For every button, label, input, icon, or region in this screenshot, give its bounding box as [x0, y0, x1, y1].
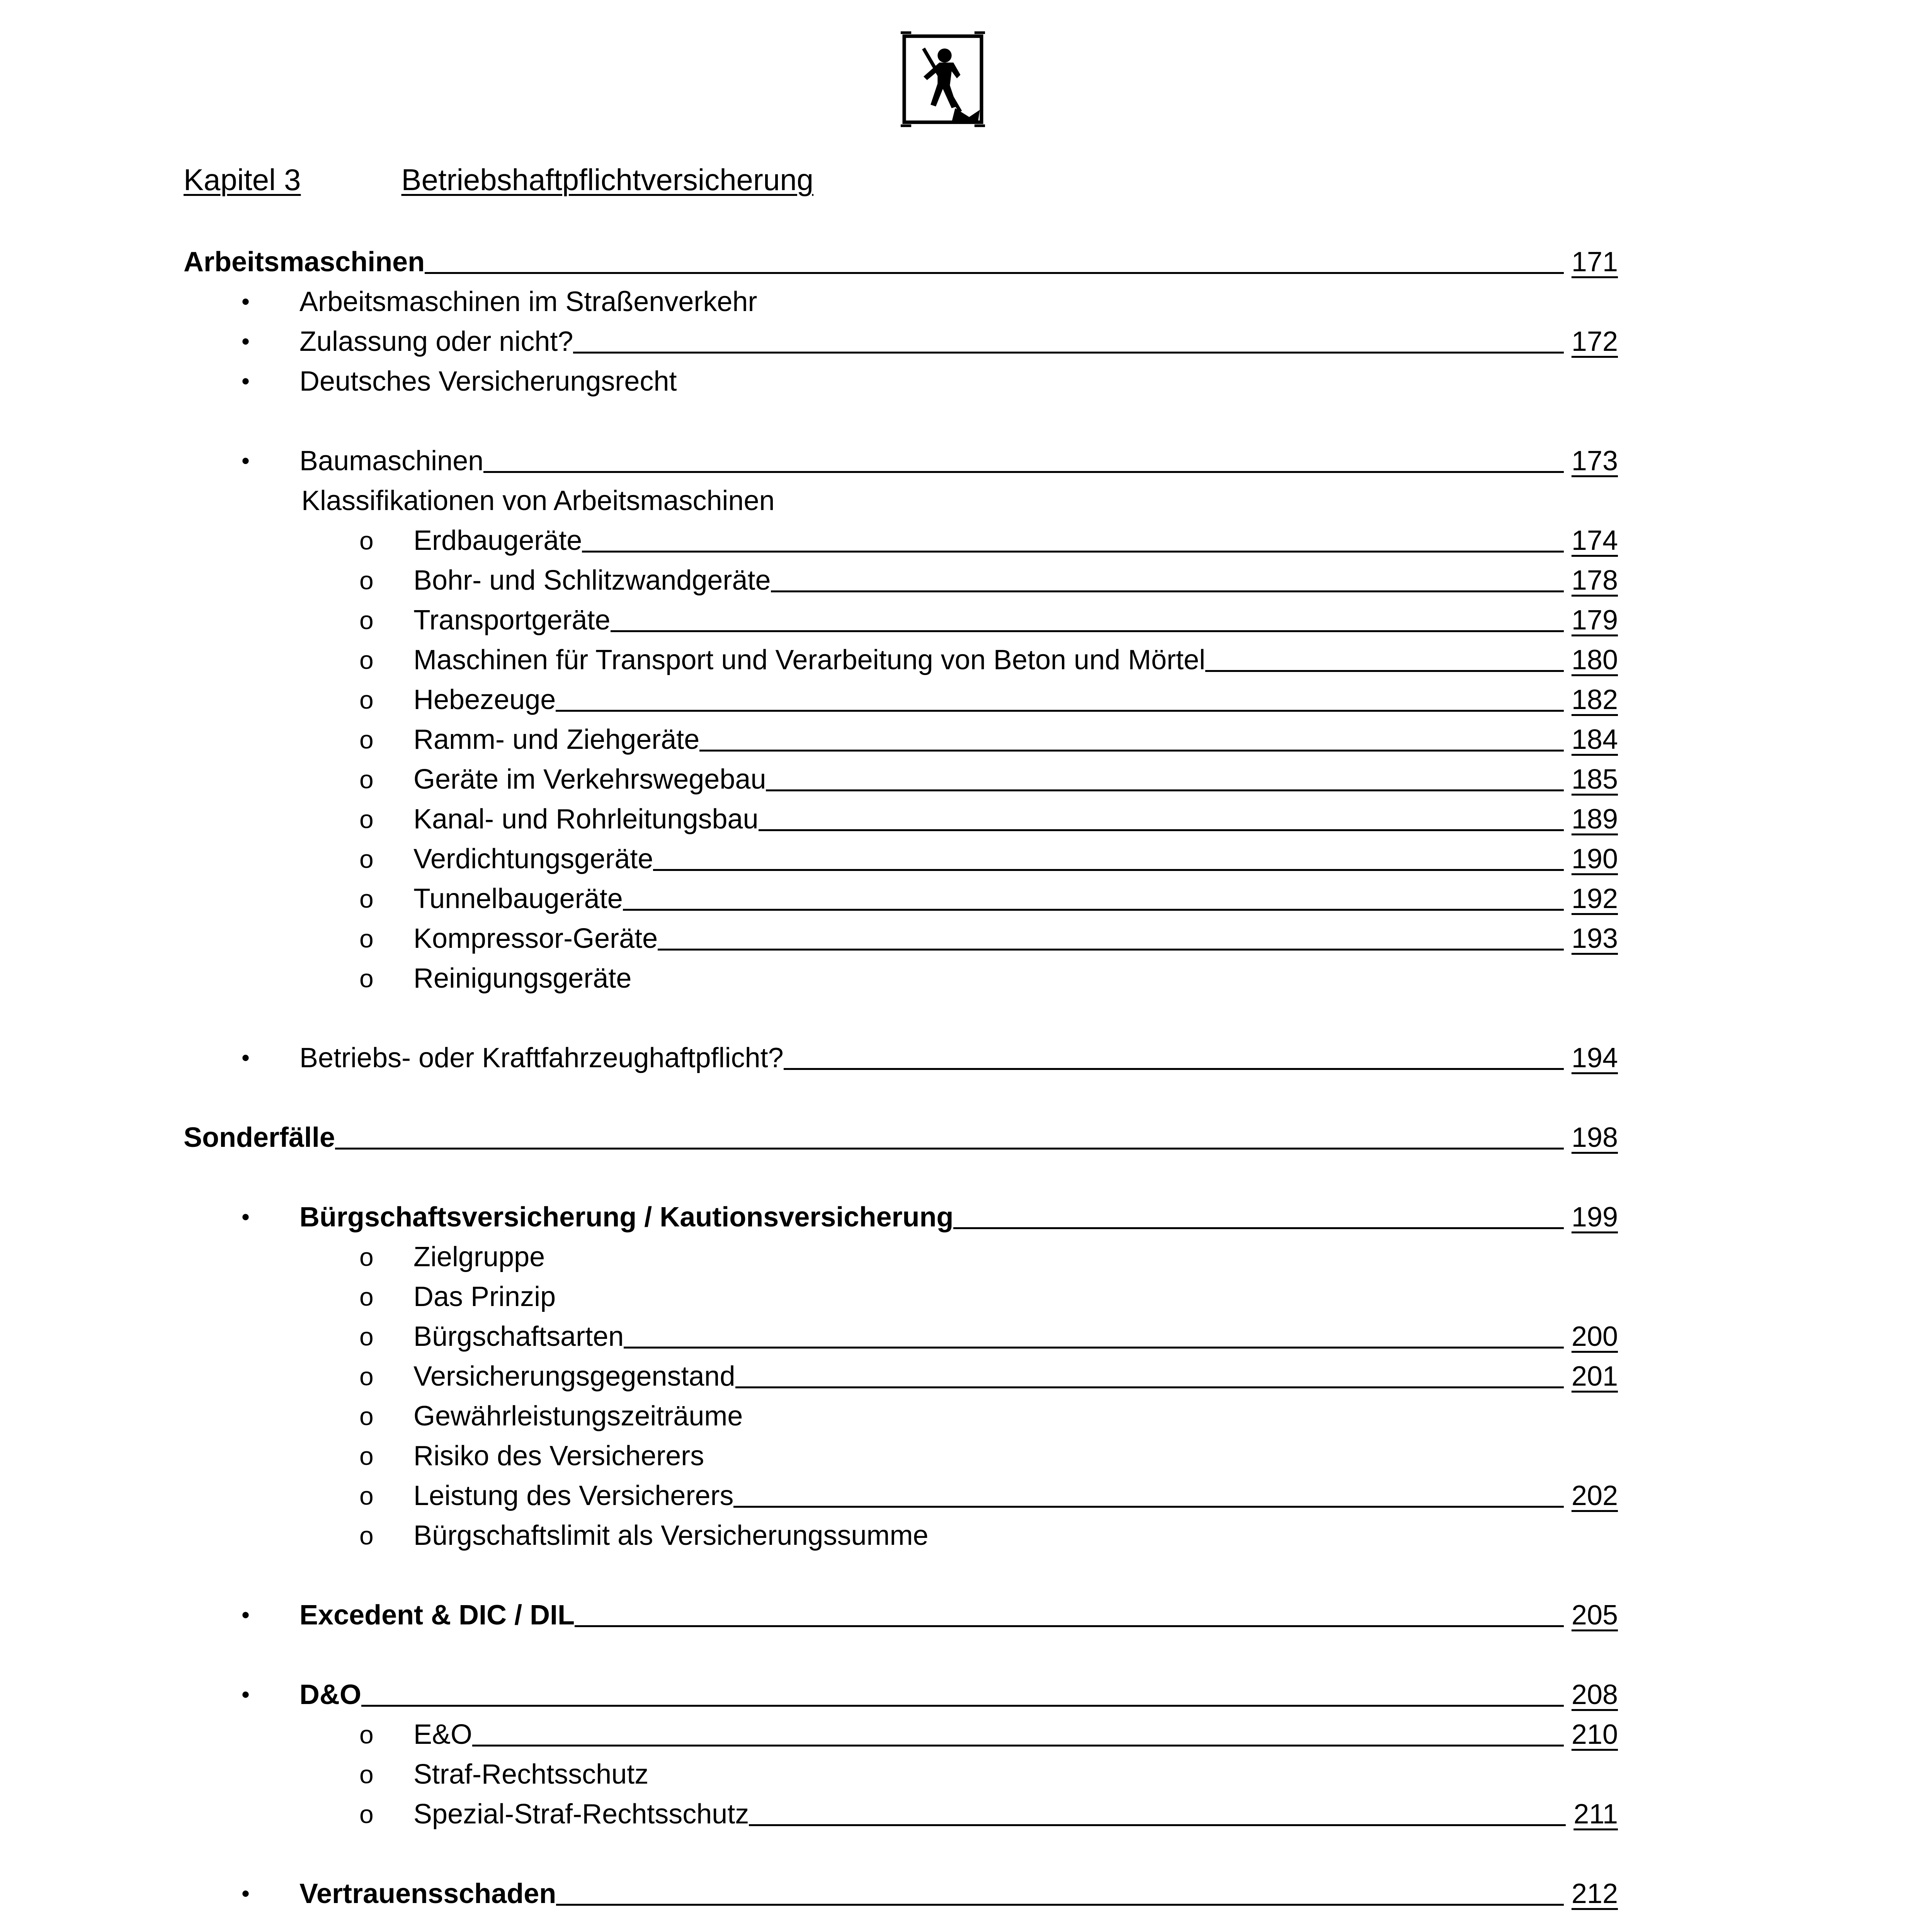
circle-bullet-icon: o	[359, 964, 374, 993]
toc-entry-label: Kanal- und Rohrleitungsbau	[413, 804, 759, 835]
toc-entry[interactable]	[184, 279, 1618, 319]
circle-bullet-icon: o	[359, 884, 374, 913]
circle-bullet-icon: o	[359, 685, 374, 714]
toc-entry[interactable]	[184, 1672, 1618, 1712]
toc-page-number: 198	[1571, 1122, 1618, 1153]
toc-spacer	[184, 1553, 1618, 1593]
toc-entry-label: Hebezeuge	[413, 684, 556, 715]
toc-page-number: 205	[1571, 1600, 1618, 1631]
toc-entry-label: Versicherungsgegenstand	[413, 1361, 735, 1392]
toc-page-number: 201	[1571, 1361, 1618, 1392]
toc-leader-line	[335, 1148, 1564, 1150]
toc-entry-label: Bürgschaftsarten	[413, 1321, 624, 1352]
bullet-icon: •	[242, 328, 250, 354]
toc-page-number: 208	[1571, 1679, 1618, 1710]
toc-entry[interactable]	[184, 717, 1618, 757]
toc-entry-label: Baumaschinen	[299, 446, 484, 476]
toc-spacer	[184, 1633, 1618, 1672]
circle-bullet-icon: o	[359, 1720, 374, 1749]
toc-page-number: 189	[1571, 804, 1618, 835]
toc-page-number: 172	[1571, 326, 1618, 357]
toc-entry-label: Arbeitsmaschinen	[184, 247, 425, 277]
circle-bullet-icon: o	[359, 646, 374, 674]
circle-bullet-icon: o	[359, 924, 374, 953]
toc-entry-label: Vertrauensschaden	[299, 1878, 556, 1909]
toc-entry[interactable]	[184, 558, 1618, 598]
toc-leader-line	[699, 750, 1564, 752]
toc-entry[interactable]	[184, 1195, 1618, 1235]
toc-page-number: 193	[1571, 923, 1618, 954]
toc-entry[interactable]	[184, 837, 1618, 876]
toc-page-number: 211	[1573, 1799, 1618, 1830]
toc-page-number: 185	[1571, 764, 1618, 795]
toc-leader-line	[653, 869, 1563, 871]
toc-leader-line	[575, 1625, 1564, 1627]
toc-entry-label: Kompressor-Geräte	[413, 923, 658, 954]
toc-entry-label: Ramm- und Ziehgeräte	[413, 724, 700, 755]
circle-bullet-icon: o	[359, 1800, 374, 1828]
chapter-label: Kapitel 3	[184, 163, 301, 197]
toc-leader-line	[573, 352, 1563, 354]
toc-leader-line	[658, 949, 1564, 951]
toc-entry-label: Transportgeräte	[413, 605, 611, 636]
circle-bullet-icon: o	[359, 1282, 374, 1311]
toc-entry[interactable]	[184, 677, 1618, 717]
toc-spacer	[184, 1832, 1618, 1871]
toc-leader-line	[611, 630, 1564, 632]
toc-page-number: 178	[1571, 565, 1618, 596]
toc-entry-label: Excedent & DIC / DIL	[299, 1600, 575, 1631]
toc-entry-label: Bürgschaftslimit als Versicherungssumme	[413, 1520, 929, 1551]
toc-entry-label: Geräte im Verkehrswegebau	[413, 764, 766, 795]
toc-entry[interactable]	[184, 1434, 1618, 1473]
toc-entry-label: Bohr- und Schlitzwandgeräte	[413, 565, 771, 596]
toc-entry[interactable]	[184, 1274, 1618, 1314]
toc-page-number: 212	[1571, 1878, 1618, 1909]
bullet-icon: •	[242, 368, 250, 394]
toc-leader-line	[582, 551, 1564, 553]
toc-leader-line	[425, 272, 1564, 274]
chapter-heading	[184, 158, 813, 201]
toc-entry-label: Spezial-Straf-Rechtsschutz	[413, 1799, 749, 1830]
circle-bullet-icon: o	[359, 845, 374, 873]
toc-spacer	[184, 996, 1618, 1036]
toc-entry[interactable]	[184, 1354, 1618, 1394]
toc-entry-label: Bürgschaftsversicherung / Kautionsversicherung	[299, 1202, 954, 1233]
toc-entry[interactable]	[184, 1036, 1618, 1075]
toc-entry[interactable]	[184, 876, 1618, 916]
toc-entry[interactable]	[184, 1871, 1618, 1911]
bullet-icon: •	[242, 1204, 250, 1230]
toc-entry[interactable]	[184, 1593, 1618, 1633]
toc-entry-label: Sonderfälle	[184, 1122, 335, 1153]
circle-bullet-icon: o	[359, 1322, 374, 1351]
toc-entry[interactable]	[184, 478, 1618, 518]
bullet-icon: •	[242, 1881, 250, 1906]
toc-leader-line	[1205, 670, 1564, 672]
circle-bullet-icon: o	[359, 526, 374, 555]
toc-page-number: 179	[1571, 605, 1618, 636]
toc-entry-label: Zielgruppe	[413, 1242, 545, 1272]
toc-entry[interactable]	[184, 1473, 1618, 1513]
toc-entry[interactable]	[184, 757, 1618, 797]
toc-entry[interactable]	[184, 359, 1618, 399]
toc-entry[interactable]	[184, 1235, 1618, 1274]
toc-entry-label: Verdichtungsgeräte	[413, 844, 653, 874]
toc-entry[interactable]	[184, 598, 1618, 638]
toc-leader-line	[759, 829, 1564, 831]
toc-entry-label: E&O	[413, 1719, 473, 1750]
toc-entry[interactable]	[184, 956, 1618, 996]
toc-entry-label: Reinigungsgeräte	[413, 963, 632, 994]
toc-page-number: 190	[1571, 844, 1618, 874]
toc-entry-label: Klassifikationen von Arbeitsmaschinen	[301, 485, 775, 516]
toc-page-number: 180	[1571, 645, 1618, 675]
toc-leader-line	[483, 471, 1564, 473]
circle-bullet-icon: o	[359, 1481, 374, 1510]
toc-leader-line	[766, 789, 1563, 791]
toc-leader-line	[623, 909, 1564, 911]
toc-page-number: 174	[1571, 525, 1618, 556]
table-of-contents	[184, 240, 1618, 1911]
toc-entry[interactable]	[184, 240, 1618, 279]
circle-bullet-icon: o	[359, 765, 374, 794]
circle-bullet-icon: o	[359, 1243, 374, 1271]
toc-leader-line	[556, 710, 1564, 712]
toc-page-number: 199	[1571, 1202, 1618, 1233]
circle-bullet-icon: o	[359, 1521, 374, 1550]
toc-leader-line	[556, 1904, 1564, 1906]
toc-leader-line	[472, 1745, 1564, 1747]
toc-leader-line	[749, 1824, 1566, 1826]
toc-entry[interactable]	[184, 1792, 1618, 1832]
toc-entry-label: Erdbaugeräte	[413, 525, 582, 556]
toc-page-number: 194	[1571, 1043, 1618, 1073]
toc-spacer	[184, 1075, 1618, 1115]
toc-entry[interactable]	[184, 638, 1618, 677]
toc-entry[interactable]	[184, 319, 1618, 359]
toc-page-number: 192	[1571, 883, 1618, 914]
toc-entry-label: Straf-Rechtsschutz	[413, 1759, 649, 1790]
toc-entry-label: Zulassung oder nicht?	[299, 326, 573, 357]
circle-bullet-icon: o	[359, 566, 374, 595]
toc-leader-line	[361, 1705, 1564, 1707]
toc-leader-line	[735, 1386, 1564, 1388]
toc-entry[interactable]	[184, 1394, 1618, 1434]
circle-bullet-icon: o	[359, 1362, 374, 1391]
toc-entry[interactable]	[184, 1752, 1618, 1792]
bullet-icon: •	[242, 1045, 250, 1071]
toc-entry-label: Betriebs- oder Kraftfahrzeughaftpflicht?	[299, 1043, 784, 1073]
toc-entry[interactable]	[184, 1513, 1618, 1553]
chapter-title: Betriebshaftpflichtversicherung	[401, 163, 814, 197]
toc-entry[interactable]	[184, 1115, 1618, 1155]
toc-page-number: 202	[1571, 1480, 1618, 1511]
toc-page-number: 171	[1571, 247, 1618, 277]
toc-entry[interactable]	[184, 518, 1618, 558]
toc-entry[interactable]	[184, 1712, 1618, 1752]
toc-page-number: 184	[1571, 724, 1618, 755]
toc-spacer	[184, 1155, 1618, 1195]
toc-leader-line	[771, 590, 1564, 592]
toc-leader-line	[624, 1347, 1564, 1349]
circle-bullet-icon: o	[359, 805, 374, 833]
toc-page-number: 182	[1571, 684, 1618, 715]
bullet-icon: •	[242, 289, 250, 315]
toc-entry[interactable]	[184, 916, 1618, 956]
toc-entry-label: Deutsches Versicherungsrecht	[299, 366, 677, 397]
circle-bullet-icon: o	[359, 1760, 374, 1789]
toc-entry-label: Das Prinzip	[413, 1281, 556, 1312]
toc-entry-label: Leistung des Versicherers	[413, 1480, 734, 1511]
toc-entry[interactable]	[184, 1314, 1618, 1354]
toc-entry[interactable]	[184, 797, 1618, 837]
bullet-icon: •	[242, 1602, 250, 1628]
toc-spacer	[184, 399, 1618, 439]
toc-leader-line	[784, 1068, 1564, 1070]
toc-leader-line	[953, 1227, 1563, 1229]
circle-bullet-icon: o	[359, 725, 374, 754]
toc-page-number: 210	[1571, 1719, 1618, 1750]
toc-entry-label: Arbeitsmaschinen im Straßenverkehr	[299, 286, 757, 317]
toc-entry-label: Maschinen für Transport und Verarbeitung von Beton und Mörtel	[413, 645, 1206, 675]
circle-bullet-icon: o	[359, 1442, 374, 1470]
toc-entry-label: Tunnelbaugeräte	[413, 883, 623, 914]
bullet-icon: •	[242, 1682, 250, 1708]
toc-entry-label: Gewährleistungszeiträume	[413, 1401, 743, 1432]
toc-entry-label: Risiko des Versicherers	[413, 1440, 704, 1471]
toc-page-number: 173	[1571, 446, 1618, 476]
digging-worker-logo-icon	[898, 31, 987, 128]
toc-entry[interactable]	[184, 439, 1618, 478]
circle-bullet-icon: o	[359, 1402, 374, 1430]
bullet-icon: •	[242, 448, 250, 474]
toc-entry-label: D&O	[299, 1679, 361, 1710]
toc-leader-line	[733, 1506, 1563, 1508]
toc-page-number: 200	[1571, 1321, 1618, 1352]
circle-bullet-icon: o	[359, 606, 374, 634]
